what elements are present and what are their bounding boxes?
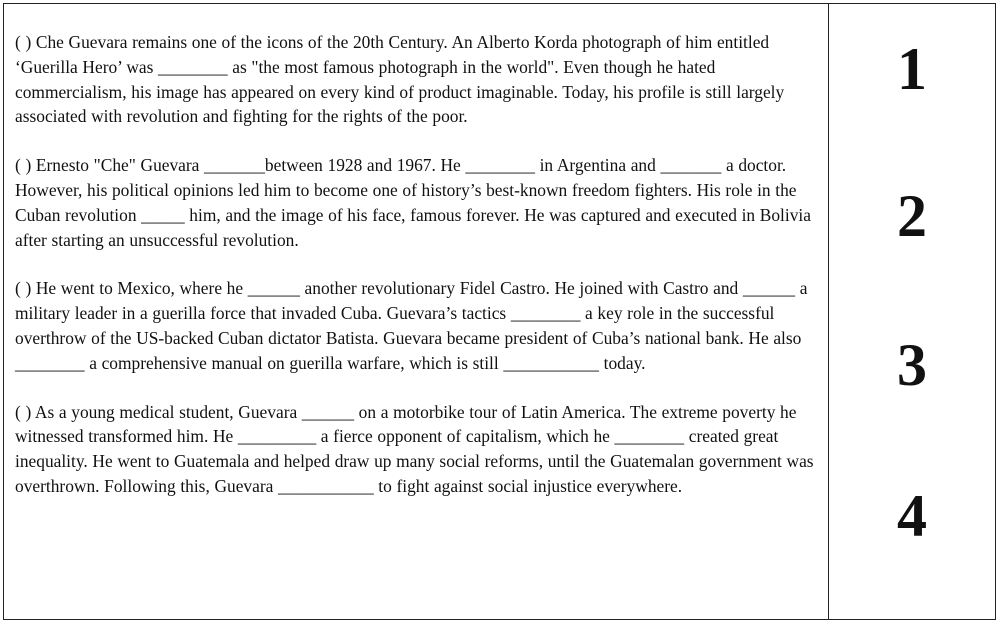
number-label-1: 1 xyxy=(897,36,927,102)
numbers-column xyxy=(829,4,995,619)
paragraph-a: ( ) Che Guevara remains one of the icons of the 20th Century. An Alberto Korda photograph of him entitled ‘Guerilla Hero’ was ________ as "the most famous photograph in the world". Even though he hated commercialism, his image has appeared on every kind of product imaginable. Today, his profile is still largely associated with revolution and fighting for the rights of the poor. xyxy=(15,32,785,127)
number-label-3: 3 xyxy=(897,332,927,398)
paragraph-c: ( ) He went to Mexico, where he ______ another revolutionary Fidel Castro. He joined with Castro and ______ a military leader in a guerilla force that invaded Cuba. Guevara’s tactics ________ a key role in the successful overthrow of the US-backed Cuban dictator Batista. Guevara became president of Cuba’s national bank. He also ________ a comprehensive manual on guerilla warfare, which is still ___________ today. xyxy=(15,278,808,373)
number-label-4: 4 xyxy=(897,483,927,549)
paragraph-b: ( ) Ernesto "Che" Guevara _______between 1928 and 1967. He ________ in Argentina and _______ a doctor. However, his political opinions led him to become one of history’s best-known freedom fighters. His role in the Cuban revolution _____ him, and the image of his face, famous forever. He was captured and executed in Bolivia after starting an unsuccessful revolution. xyxy=(15,155,811,250)
paragraphs-column xyxy=(4,4,829,619)
paragraph-d: ( ) As a young medical student, Guevara ______ on a motorbike tour of Latin America. The extreme poverty he witnessed transformed him. He _________ a fierce opponent of capitalism, which he ________ created great inequality. He went to Guatemala and helped draw up many social reforms, until the Guatemalan government was overthrown. Following this, Guevara ___________ to fight against social injustice everywhere. xyxy=(15,401,814,496)
number-label-2: 2 xyxy=(897,183,927,249)
worksheet-table xyxy=(3,3,996,620)
